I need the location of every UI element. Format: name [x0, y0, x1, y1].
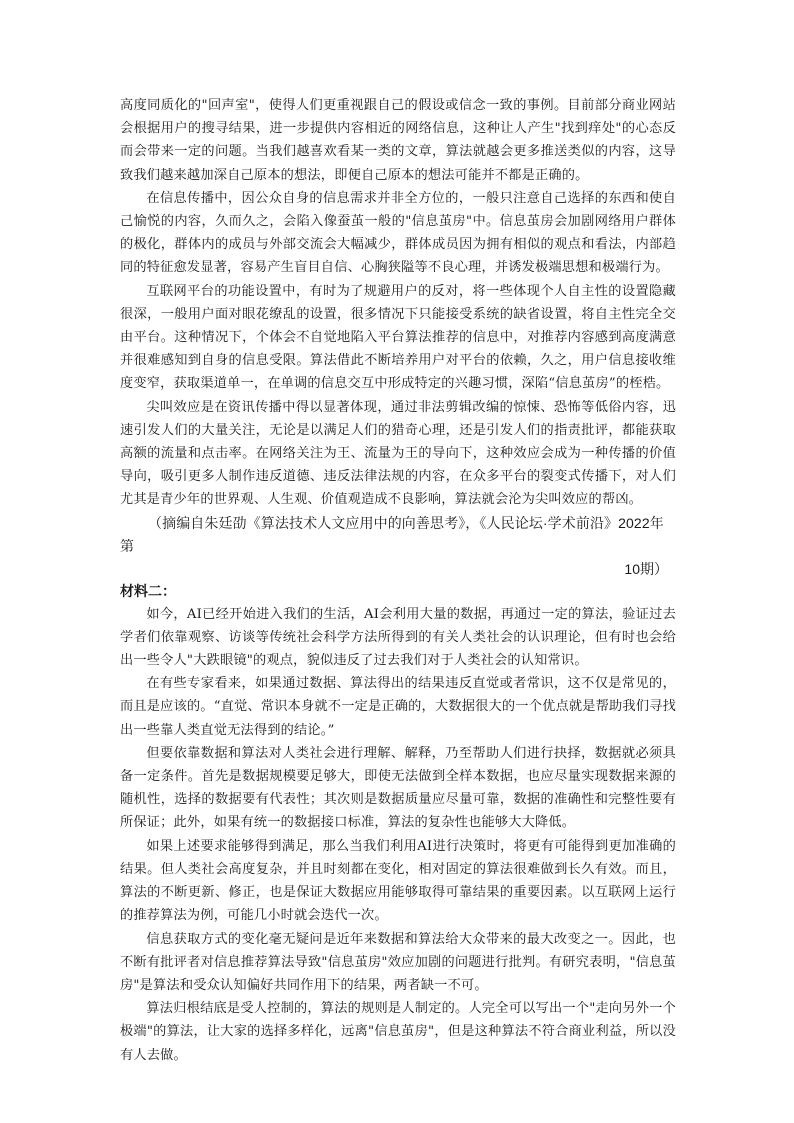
paragraph: 高度同质化的"回声室"，使得人们更重视跟自己的假设或信念一致的事例。目前部分商业网站会根据用户的搜寻结果，进一步提供内容相近的网络信息，这种让人产生"找到痒处"的心态反而会带来一定的问题。当我们越喜欢看某一类的文章，算法就越会更多推送类似的内容，这导致我们越来越加深自己原本的想法，即便自己原本的想法可能并不都是正确的。 [120, 98, 676, 183]
paragraph: 信息获取方式的变化毫无疑问是近年来数据和算法给大众带来的最大改变之一。因此，也不断有批评者对信息推荐算法导致"信息茧房"效应加剧的问题进行批判。有研究表明，"信息茧房"是算法和受众认知偏好共同作用下的结果，两者缺一不可。 [120, 931, 676, 993]
source-citation-end: 10期） [624, 560, 668, 577]
section-heading: 材料二： [120, 583, 176, 600]
paragraph: 尖叫效应是在资讯传播中得以显著体现，通过非法剪辑改编的惊悚、恐怖等低俗内容，迅速引发人们的大量关注，无论是以满足人们的猎奇心理，还是引发人们的指责批评，都能获取高额的流量和点击率。在网络关注为王、流量为王的导向下，这种效应会成为一种传播的价值导向，吸引更多人制作违反道德、违反法律法规的内容，在众多平台的裂变式传播下，对人们尤其是青少年的世界观、人生观、价值观造成不良影响，算法就会沦为尖叫效应的帮凶。 [120, 399, 676, 508]
paragraph: 互联网平台的功能设置中，有时为了规避用户的反对，将一些体现个人自主性的设置隐藏很深，一般用户面对眼花缭乱的设置，很多情况下只能接受系统的缺省设置，将自主性完全交由平台。这种情况下，个体会不自觉地陷入平台算法推荐的信息中，对推荐内容感到高度满意并很难感知到自身的信息受限。算法借此不断培养用户对平台的依赖，久之，用户信息接收维度变窄，获取渠道单一，在单调的信息交互中形成特定的兴趣习惯，深陷“信息茧房”的桎梏。 [120, 283, 676, 392]
paragraph: 但要依靠数据和算法对人类社会进行理解、解释，乃至帮助人们进行抉择，数据就必须具备一定条件。首先是数据规模要足够大，即使无法做到全样本数据，也应尽量实现数据来源的随机性，选择的数据要有代表性；其次则是数据质量应尽量可靠，数据的准确性和完整性要有所保证；此外，如果有统一的数据接口标准，算法的复杂性也能够大大降低。 [120, 745, 676, 831]
paragraph: 如果上述要求能够得到满足，那么当我们利用AI进行决策时，将更有可能得到更加准确的结果。但人类社会高度复杂，并且时刻都在变化，相对固定的算法很难做到长久有效。而且，算法的不断更新、修正，也是保证大数据应用能够取得可靠结果的重要因素。以互联网上运行的推荐算法为例，可能几小时就会迭代一次。 [120, 838, 676, 924]
document-page [120, 94, 676, 1067]
paragraph: 在有些专家看来，如果通过数据、算法得出的结果违反直觉或者常识，这不仅是常见的，而且是应该的。“直觉、常识本身就不一定是正确的，大数据很大的一个优点就是帮助我们寻找出一些靠人类直觉无法得到的结论。” [120, 676, 676, 738]
paragraph: 如今，AI已经开始进入我们的生活，AI会利用大量的数据，再通过一定的算法，验证过去学者们依靠观察、访谈等传统社会科学方法所得到的有关人类社会的认识理论，但有时也会给出一些令人"大跌眼镜"的观点，貌似违反了过去我们对于人类社会的认知常识。 [120, 606, 676, 669]
paragraph: 算法归根结底是受人控制的，算法的规则是人制定的。人完全可以写出一个"走向另外一个极端"的算法，让大家的选择多样化，远离"信息茧房"，但是这种算法不符合商业利益，所以没有人去做。 [120, 1001, 676, 1063]
source-citation: （摘编自朱廷劭《算法技术人文应用中的向善思考》，《人民论坛·学术前沿》2022年第 [120, 514, 664, 554]
paragraph: 在信息传播中，因公众自身的信息需求并非全方位的，一般只注意自己选择的东西和使自己愉悦的内容，久而久之，会陷入像蚕茧一般的"信息茧房"中。信息茧房会加剧网络用户群体的极化，群体内的成员与外部交流会大幅减少，群体成员因为拥有相似的观点和看法，内部趋同的特征愈发显著，容易产生盲目自信、心胸狭隘等不良心理，并诱发极端思想和极端行为。 [120, 190, 676, 276]
